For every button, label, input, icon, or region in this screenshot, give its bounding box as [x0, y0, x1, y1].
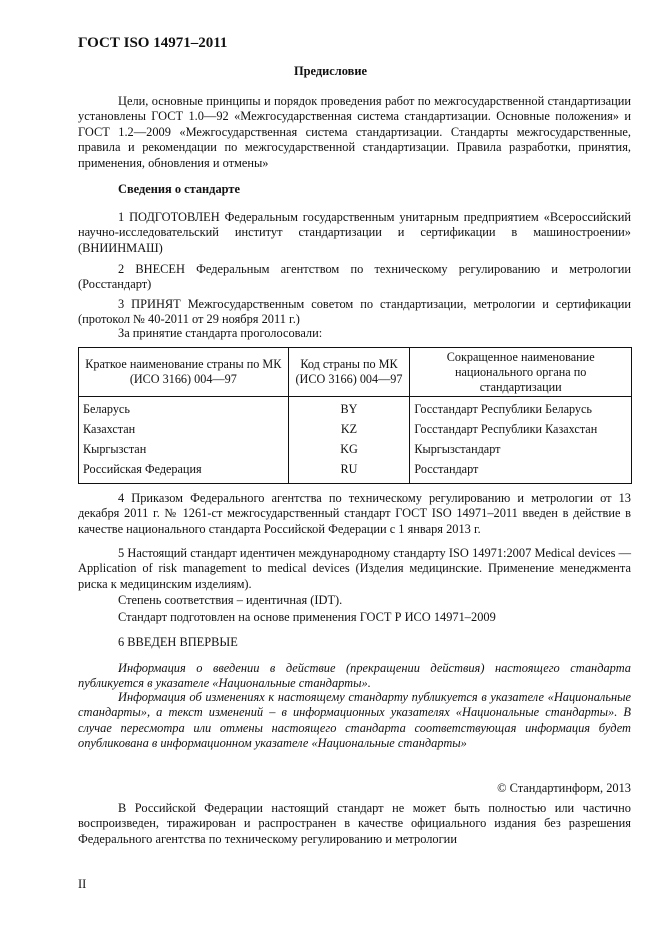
country-cell: Российская Федерация — [79, 459, 289, 484]
table-row — [79, 397, 632, 420]
body-cell: Госстандарт Республики Казахстан — [410, 419, 632, 439]
copyright: © Стандартинформ, 2013 — [497, 781, 631, 795]
item-2: 2 ВНЕСЕН Федеральным агентством по техническому регулированию и метрологии (Росстандарт) — [78, 262, 631, 292]
item-5-degree: Степень соответствия – идентичная (IDT). — [118, 593, 343, 607]
table-row — [79, 459, 632, 484]
rights-text: В Российской Федерации настоящий стандарт не может быть полностью или частично воспроизведен, тиражирован и распространен в качестве официального издания без разрешения Федерального агентства по техническому регулированию и метрологии — [78, 801, 631, 846]
item-5-prepared: Стандарт подготовлен на основе применения ГОСТ Р ИСО 14971–2009 — [118, 610, 496, 624]
item-5: 5 Настоящий стандарт идентичен международному стандарту ISO 14971:2007 Medical devices — Application of risk management to medical devices (Изделия медицинские. Применение менеджмента риска к медицинским изделиям). — [78, 546, 631, 591]
body-cell: Кыргызстандарт — [410, 439, 632, 459]
code-cell: KG — [288, 439, 410, 459]
item-1: 1 ПОДГОТОВЛЕН Федеральным государственным унитарным предприятием «Всероссийский научно-исследовательский институт стандартизации и сертификации в машиностроении» (ВНИИНМАШ) — [78, 210, 631, 255]
table-row — [79, 439, 632, 459]
item-3: 3 ПРИНЯТ Межгосударственным советом по стандартизации, метрологии и сертификации (протокол № 40-2011 от 29 ноября 2011 г.) — [78, 297, 631, 327]
col-header-body: Сокращенное наименование национального органа по стандартизации — [410, 348, 632, 397]
country-cell: Беларусь — [79, 397, 289, 420]
body-cell: Росстандарт — [410, 459, 632, 484]
voting-table — [78, 347, 632, 484]
table-header-row — [79, 348, 632, 397]
col-header-code: Код страны по МК (ИСО 3166) 004—97 — [288, 348, 410, 397]
foreword-title: Предисловие — [294, 64, 367, 78]
country-cell: Кыргызстан — [79, 439, 289, 459]
body-cell: Госстандарт Республики Беларусь — [410, 397, 632, 420]
page-number: II — [78, 877, 87, 891]
vote-line: За принятие стандарта проголосовали: — [118, 326, 323, 340]
code-cell: RU — [288, 459, 410, 484]
col-header-country: Краткое наименование страны по МК (ИСО 3166) 004—97 — [79, 348, 289, 397]
info-italic-2: Информация об изменениях к настоящему стандарту публикуется в указателе «Национальные стандарты», а текст изменений – в информационных указателях «Национальные стандарты». В случае пересмотра или отмены настоящего стандарта соответствующая информация будет опубликована в информационном указателе «Национальные стандарты» — [78, 690, 631, 751]
item-6: 6 ВВЕДЕН ВПЕРВЫЕ — [118, 635, 238, 649]
info-title: Сведения о стандарте — [118, 182, 240, 196]
table-row — [79, 419, 632, 439]
item-4: 4 Приказом Федерального агентства по техническому регулированию и метрологии от 13 декабря 2011 г. № 1261-ст межгосударственный стандарт ГОСТ ISO 14971–2011 введен в действие в качестве национального стандарта Российской Федерации с 1 января 2013 г. — [78, 491, 631, 536]
foreword-text: Цели, основные принципы и порядок проведения работ по межгосударственной стандартизации установлены ГОСТ 1.0—92 «Межгосударственная система стандартизации. Основные положения» и ГОСТ 1.2—2009 «Межгосударственная система стандартизации. Стандарты межгосударственные, правила и рекомендации по межгосударственной стандартизации. Правила разработки, принятия, применения, обновления и отмены» — [78, 94, 631, 170]
info-italic-1: Информация о введении в действие (прекращении действия) настоящего стандарта публикуется в указателе «Национальные стандарты». — [78, 661, 631, 691]
code-cell: BY — [288, 397, 410, 420]
code-cell: KZ — [288, 419, 410, 439]
standard-header: ГОСТ ISO 14971–2011 — [78, 35, 228, 51]
country-cell: Казахстан — [79, 419, 289, 439]
